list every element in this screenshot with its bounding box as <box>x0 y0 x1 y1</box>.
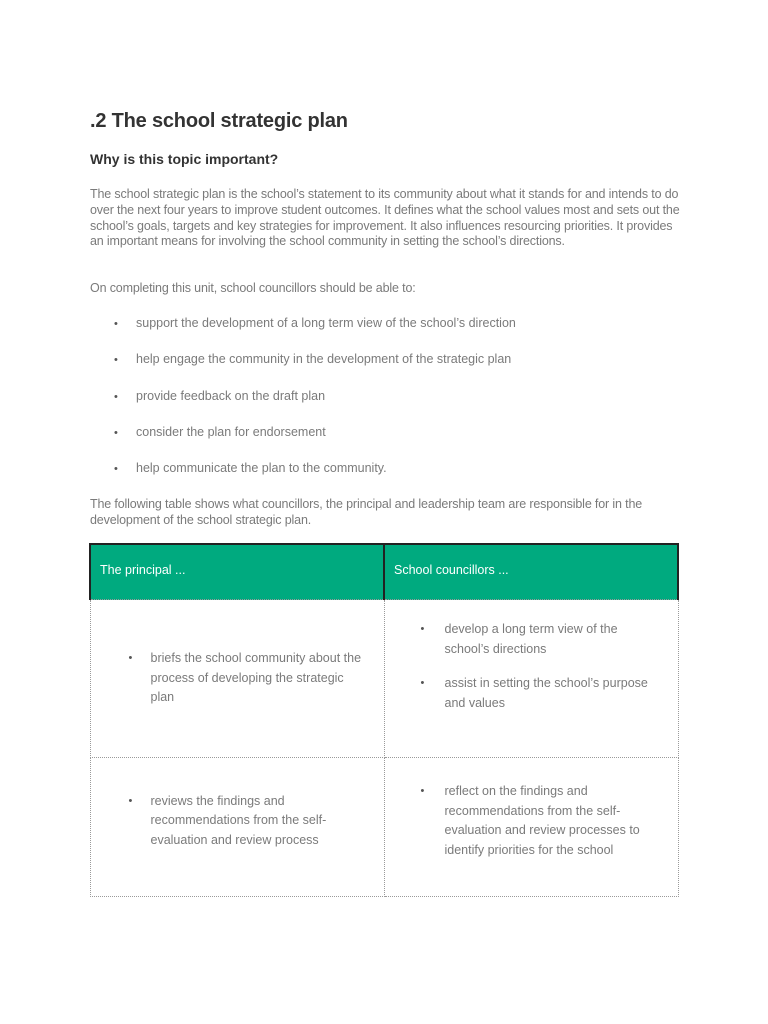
cell-list <box>91 792 384 851</box>
list-item: • briefs the school community about the process of developing the strategic plan <box>91 649 384 708</box>
table-row <box>90 600 678 758</box>
list-item: • assist in setting the school’s purpose and values <box>385 674 678 713</box>
bullet-icon: • <box>114 318 118 330</box>
list-item: • develop a long term view of the school’s directions <box>385 620 678 659</box>
cell-list <box>385 620 678 713</box>
list-item <box>114 389 325 403</box>
list-item: • reflect on the findings and recommendations from the self-evaluation and review processes to identify priorities for the school <box>385 782 678 860</box>
table-cell-principal <box>90 600 384 758</box>
cell-list <box>91 649 384 708</box>
section-subtitle: Why is this topic important? <box>90 151 279 167</box>
table-header-row <box>90 544 678 600</box>
table-cell-councillors <box>384 600 678 758</box>
list-item <box>114 425 326 439</box>
page-title: .2 The school strategic plan <box>90 110 348 132</box>
bullet-icon: • <box>114 354 118 366</box>
outcome-text: help engage the community in the development of the strategic plan <box>136 352 512 366</box>
intro-paragraph: The school strategic plan is the school’s statement to its community about what it stands for and intends to do over the next four years to improve student outcomes. It defines what the school values most and sets out the school’s goals, targets and key strategies for improvement. It also influences resourcing priorities. It provides an important means for involving the school community in setting the school’s directions. <box>90 187 680 249</box>
outcome-text: support the development of a long term view of the school’s direction <box>136 316 516 330</box>
outcome-text: consider the plan for endorsement <box>136 425 326 439</box>
outcome-text: help communicate the plan to the community. <box>136 461 387 475</box>
outcome-text: provide feedback on the draft plan <box>136 389 326 403</box>
list-item <box>114 316 516 330</box>
header-councillors: School councillors ... <box>384 544 678 600</box>
table-intro: The following table shows what councillors, the principal and leadership team are responsible for in the development of the school strategic plan. <box>90 497 643 527</box>
table-row <box>90 758 678 897</box>
table-cell-councillors <box>384 758 678 897</box>
bullet-icon: • <box>114 391 118 403</box>
cell-list <box>385 782 678 860</box>
responsibilities-table <box>89 543 679 897</box>
outcomes-lead-in: On completing this unit, school councillors should be able to: <box>90 281 416 295</box>
list-item: • reviews the findings and recommendations from the self-evaluation and review process <box>91 792 384 851</box>
header-principal: The principal ... <box>90 544 384 600</box>
list-item <box>114 352 511 366</box>
bullet-icon: • <box>114 463 118 475</box>
table-cell-principal <box>90 758 384 897</box>
list-item <box>114 461 387 475</box>
bullet-icon: • <box>114 427 118 439</box>
